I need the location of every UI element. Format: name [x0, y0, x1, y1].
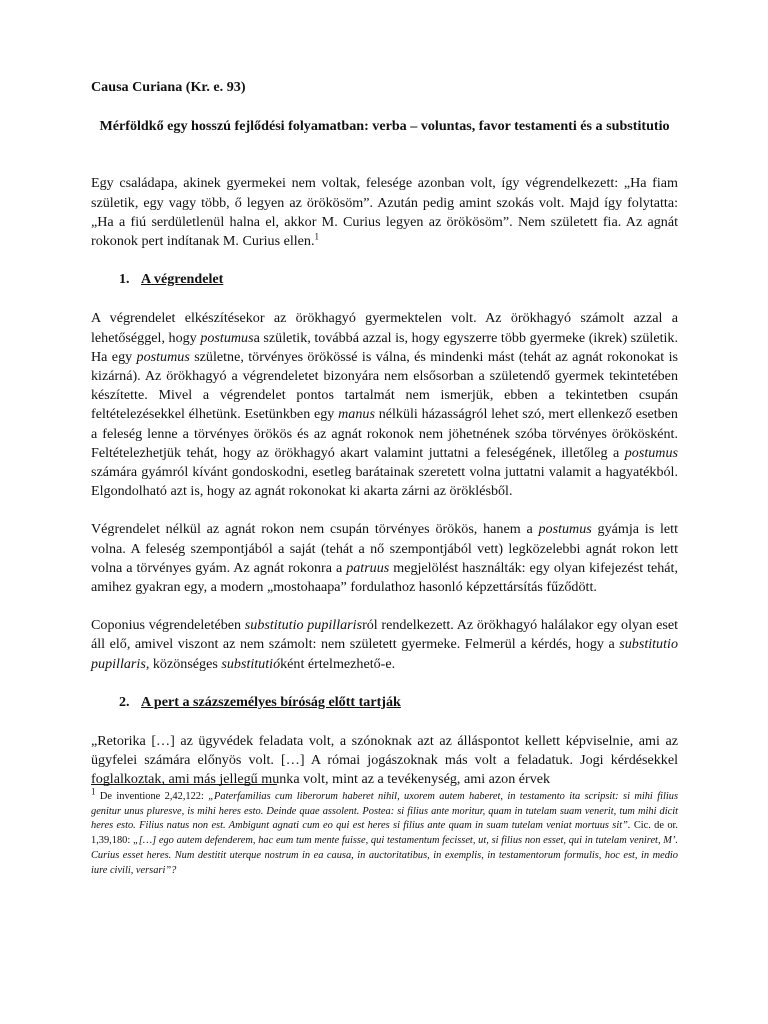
- footnote-quote-1: „Paterfamilias cum liberorum haberet nihil, uxorem autem haberet, in testamento ita scripsit: si mihi filius genitur unus pluresve, is mihi heres esto. Deinde quae assolent. Postea: si filius ante moritur, quam in tutelam suam venerit, tum mihi dicit heres esto. Filius natus non est. Ambigunt agnati cum eo qui est heres si filius ante quam in suam tutelam veniat mortuus sit”.: [91, 791, 678, 832]
- section-2-number: 2.: [119, 693, 130, 710]
- section-2-title: A pert a százszemélyes bíróság előtt tartják: [141, 693, 401, 710]
- italic-term: postumus: [538, 521, 592, 538]
- italic-term: substitutio pupillaris: [244, 617, 363, 634]
- italic-term: patruus: [346, 559, 390, 576]
- text-run: ként értelmezhető-e.: [280, 655, 396, 672]
- section-2-paragraph-1: „Retorika […] az ügyvédek feladata volt, a szónoknak azt az álláspontot kellett képviselnie, ami az ügyfelei számára előnyös volt. […] A római jogászoknak más volt a feladatuk. Jogi kérdésekkel foglalkoztak, ami más jellegű munka volt, mint az a tevékenység, ami azon érvek: [91, 733, 678, 788]
- text-run: Coponius végrendeletében: [91, 617, 245, 634]
- text-run: születne, törvényes örökössé is válna, és mindenki mást (tehát az agnát rokonokat is kizárná). Az örökhagyó a végrendeletet bizonyára nem elsősorban a születendő gyermek tekintetében készítette. Mivel a végrendelet pontos tartalmát nem ismerjük, ebben a tekintetben csupán feltételezésekkel élhetünk. Esetünkben egy: [91, 348, 678, 423]
- footnote: [91, 786, 679, 878]
- section-2-heading: [119, 693, 678, 712]
- italic-term: substitutió: [221, 655, 281, 672]
- footnote-lead: De inventione 2,42,122:: [95, 791, 209, 802]
- footnote-separator: [91, 784, 277, 785]
- text-run: Végrendelet nélkül az agnát rokon nem csupán törvényes örökös, hanem a: [91, 521, 539, 538]
- intro-text: Egy családapa, akinek gyermekei nem voltak, felesége azonban volt, így végrendelkezett: „Ha fiam születik, egy vagy több, ő legyen az örökösöm”. Azután pedig amint szokás volt. Majd így folytatta: „Ha a fiú serdületlenül halna el, akkor M. Curius legyen az örökösöm”. Nem született fia. Az agnát rokonok pert indítanak M. Curius ellen.: [91, 175, 678, 250]
- document-page: [91, 78, 678, 790]
- text-run: , közönséges: [145, 655, 222, 672]
- section-1-number: 1.: [119, 271, 130, 288]
- italic-term: manus: [338, 406, 375, 423]
- italic-term: postumus: [136, 348, 190, 365]
- section-1-paragraph-3: [91, 616, 678, 674]
- document-subtitle: Mérföldkő egy hosszú fejlődési folyamatban: verba – voluntas, favor testamenti és a substitutio: [99, 118, 670, 135]
- section-1-title: A végrendelet: [141, 271, 224, 288]
- section-1-paragraph-2: [91, 520, 678, 597]
- footnote-quote-2: „[…] ego autem defenderem, hac eum tum mente fuisse, qui testamentum fecisset, ut, si filius non esset, qui in tutelam veniret, M’. Curius esset heres. Num destitit uterque nostrum in ea causa, in auctoritatibus, in exemplis, in testamentorum formulis, hoc est, in medio iure civili, versari”?: [91, 835, 679, 876]
- text-run: számára gyámról kívánt gondoskodni, esetleg barátainak szeretett volna juttatni valamit a hagyatékból. Elgondolható azt is, hogy az agnát rokonokat ki akarta zárni az öröklésből.: [91, 464, 678, 500]
- section-1-paragraph-1: [91, 309, 678, 501]
- text-run: ról rendelkezett. Az örökhagyó halálakor egy olyan eset áll elő, amivel viszont az nem számolt: nem született gyermeke. Felmerül a kérdés, hogy a: [91, 617, 678, 653]
- text-run: megjelölést használták: egy olyan kifejezést tehát, amihez gyakran egy, a modern „mostohaapa” fordulathoz hasonló képzettársítás fűződött.: [91, 559, 678, 596]
- section-1-heading: [119, 270, 678, 289]
- text-run: nélküli házasságról lehet szó, mert ellenkező esetben a feleség lenne a törvényes örökös és az agnát rokonok nem jöhetnének szóba törvényes örökösként. Feltételezhetjük tehát, hogy az örökhagyó akart valamint juttatni a feleségének, illetőleg a: [91, 406, 678, 461]
- footnote-mid: Cic. de or. 1,39,180:: [91, 820, 678, 847]
- italic-term: substitutio pupillaris: [91, 636, 678, 672]
- italic-term: postumus: [624, 444, 678, 461]
- italic-term: postumus: [200, 329, 254, 346]
- footnote-reference[interactable]: 1: [314, 231, 320, 242]
- intro-paragraph: [91, 174, 678, 251]
- document-title: Causa Curiana (Kr. e. 93): [91, 79, 246, 95]
- text-run: A végrendelet elkészítésekor az örökhagyó gyermektelen volt. Az örökhagyó számolt azzal a lehetőséggel, hogy: [91, 310, 678, 346]
- text-run: gyámja is lett volna. A feleség szempontjából a saját (tehát a nő szempontjából vett) legközelebbi agnát rokon lett volna a törvényes gyám. Az agnát rokonra a: [91, 521, 678, 576]
- text-run: a születik, továbbá azzal is, hogy egyszerre több gyermeke (ikrek) születik. Ha egy: [91, 329, 679, 365]
- footnote-marker: 1: [91, 786, 96, 797]
